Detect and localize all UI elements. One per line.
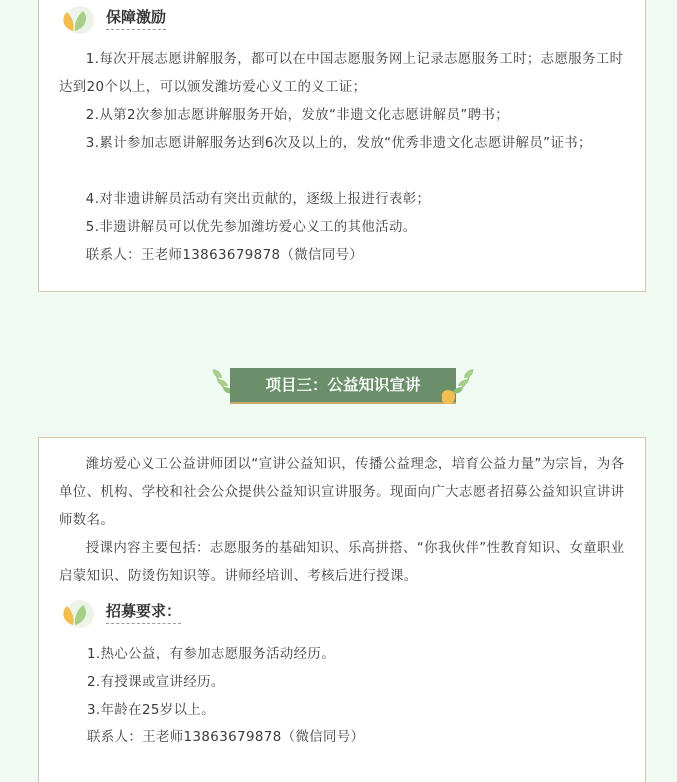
leaf-icon: [58, 598, 94, 628]
requirement-item-3: 3.年龄在25岁以上。: [87, 703, 215, 718]
requirement-item-2: 2.有授课或宣讲经历。: [87, 675, 225, 690]
incentive-item-3: 3.累计参加志愿讲解服务达到6次及以上的，发放“优秀非遗文化志愿讲解员”证书；: [85, 136, 592, 151]
right-leaf-decoration-icon: [442, 364, 476, 406]
requirements-contact: 联系人：王老师13863679878（微信同号）: [87, 730, 365, 745]
lecture-content: 授课内容主要包括：志愿服务的基础知识、乐高拼搭、“你我伙伴”性教育知识、女童职业启蒙知识、防烫伤知识等。讲师经培训、考核后进行授课。: [59, 541, 625, 584]
incentive-item-1: 1.每次开展志愿讲解服务，都可以在中国志愿服务网上记录志愿服务工时；志愿服务工时达到20个以上，可以颁发潍坊爱心义工的义工证；: [59, 52, 624, 95]
banner-title: 项目三：公益知识宣讲: [230, 368, 456, 402]
requirement-item-1: 1.热心公益，有参加志愿服务活动经历。: [87, 647, 336, 662]
lecture-recruitment-card: [38, 437, 646, 782]
incentives-contact: 联系人：王老师13863679878（微信同号）: [85, 248, 364, 263]
incentive-item-5: 5.非遗讲解员可以优先参加潍坊爱心义工的其他活动。: [85, 220, 417, 235]
leaf-icon: [58, 4, 94, 34]
requirements-heading: 招募要求：: [106, 602, 182, 620]
incentive-item-4: 4.对非遗讲解员活动有突出贡献的，逐级上报进行表彰；: [85, 192, 431, 207]
incentives-heading: 保障激励: [106, 8, 167, 26]
incentives-card: [38, 0, 646, 292]
incentive-item-2: 2.从第2次参加志愿讲解服务开始，发放“非遗文化志愿讲解员”聘书；: [85, 108, 510, 123]
lecture-intro: 潍坊爱心义工公益讲师团以“宣讲公益知识，传播公益理念，培育公益力量”为宗旨，为各单位、机构、学校和社会公众提供公益知识宣讲服务。现面向广大志愿者招募公益知识宣讲讲师数名。: [59, 457, 625, 528]
project-three-banner: [210, 364, 476, 406]
